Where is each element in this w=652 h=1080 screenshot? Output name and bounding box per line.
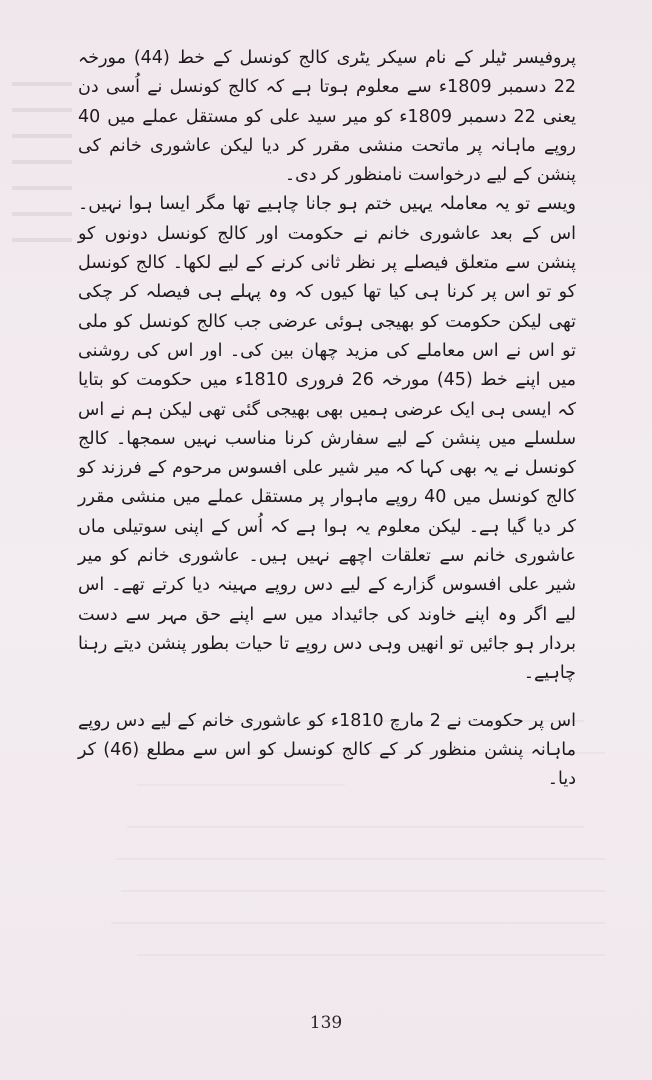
page-body [78, 44, 576, 794]
page-number: 139 [309, 1013, 343, 1033]
paragraph-2: ویسے تو یہ معاملہ یہیں ختم ہو جانا چاہیے تھا مگر ایسا ہوا نہیں۔ اس کے بعد عاشوری خانم نے حکومت اور کالج کونسل دونوں کو پنشن سے متعلق فیصلے پر نظر ثانی کرنے کے لیے لکھا۔ کالج کونسل کو تو اس پر کرنا ہی کیا تھا کیوں کہ وہ پہلے ہی فیصلہ کر چکی تھی لیکن حکومت کو بھیجی ہوئی عرضی جب کالج کونسل کو ملی تو اس نے اس معاملے کی مزید چھان بین کی۔ اور اس کی روشنی میں اپنے خط (45) مورخہ 26 فروری 1810ء میں حکومت کو بتایا کہ ایسی ہی ایک عرضی ہمیں بھی بھیجی گئی تھی لیکن ہم نے اس سلسلے میں پنشن کے لیے سفارش کرنا مناسب نہیں سمجھا۔ کالج کونسل نے یہ بھی کہا کہ میر شیر علی افسوس مرحوم کے فرزند کو کالج کونسل میں 40 روپے ماہوار پر مستقل عملے میں منشی مقرر کر دیا گیا ہے۔ لیکن معلوم یہ ہوا ہے کہ اُس کے اپنی سوتیلی ماں عاشوری خانم سے تعلقات اچھے نہیں ہیں۔ عاشوری خانم کو میر شیر علی افسوس گزارے کے لیے دس روپے مہینہ دیا کرتے تھے۔ اس لیے اگر وہ اپنے خاوند کی جائیداد میں سے اپنے حق مہر سے دست بردار ہو جائیں تو انھیں وہی دس روپے تا حیات بطور پنشن دیتے رہنا چاہیے۔ [78, 194, 576, 684]
show-through-marks [12, 60, 72, 260]
paragraph-1: پروفیسر ٹیلر کے نام سیکر یٹری کالج کونسل کے خط (44) مورخہ 22 دسمبر 1809ء سے معلوم ہوتا ہے کہ کالج کونسل نے اُسی دن یعنی 22 دسمبر 1809ء کو میر سید علی کو مستقل عملے میں 40 روپے ماہانہ پر ماتحت منشی مقرر کر دیا لیکن عاشوری خانم کی پنشن کے لیے درخواست نامنظور کر دی۔ [78, 48, 576, 186]
paragraph-3: اس پر حکومت نے 2 مارچ 1810ء کو عاشوری خانم کے لیے دس روپے ماہانہ پنشن منظور کر کے کالج کونسل کو اس سے مطلع (46) کر دیا۔ [78, 710, 576, 790]
